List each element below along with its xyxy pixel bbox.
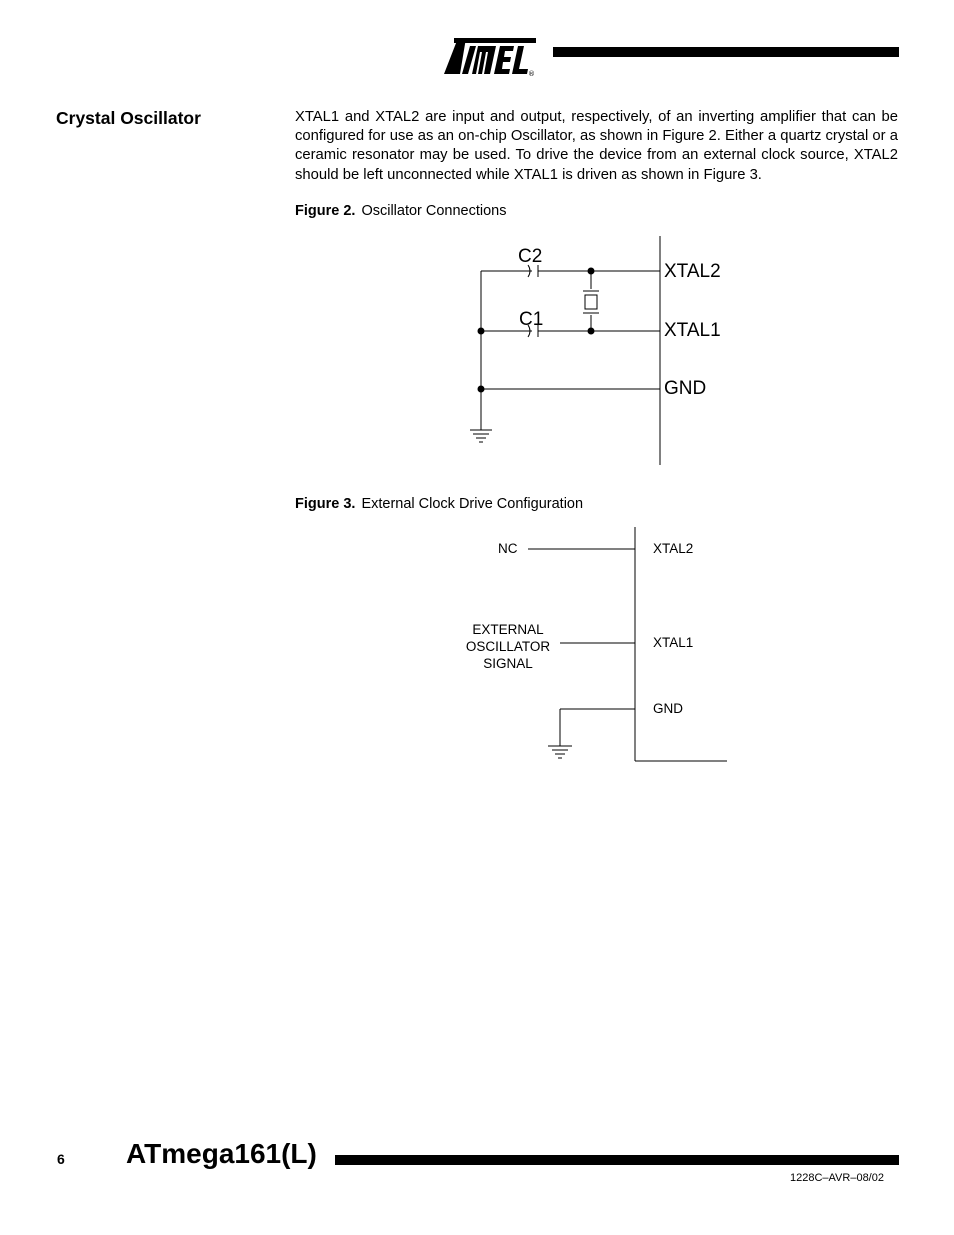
document-code: 1228C–AVR–08/02 — [790, 1172, 884, 1184]
oscillator-label: OSCILLATOR — [465, 639, 551, 654]
gnd-label: GND — [653, 701, 683, 716]
registered-mark: ® — [528, 70, 535, 78]
c1-label: C1 — [519, 309, 544, 330]
nc-label: NC — [498, 541, 518, 556]
page-number: 6 — [57, 1151, 65, 1167]
external-label: EXTERNAL — [472, 622, 544, 637]
junction-dot — [588, 328, 595, 335]
xtal1-label: XTAL1 — [653, 635, 694, 650]
junction-dot — [478, 386, 485, 393]
signal-label: SIGNAL — [483, 656, 533, 671]
figure2-number: Figure 2. — [295, 203, 356, 219]
figure3-title: External Clock Drive Configuration — [361, 496, 584, 512]
figure3-number: Figure 3. — [295, 496, 356, 512]
figure2-title: Oscillator Connections — [361, 203, 507, 219]
document-title: ATmega161(L) — [126, 1138, 317, 1169]
figure2-diagram — [470, 236, 660, 465]
figure2-junctions — [478, 268, 595, 393]
xtal2-pin-label: XTAL2 — [664, 261, 721, 282]
section-heading: Crystal Oscillator — [56, 108, 201, 128]
footer-rule — [335, 1155, 899, 1165]
xtal1-pin-label: XTAL1 — [664, 320, 721, 341]
c2-label: C2 — [518, 246, 543, 267]
figure3-diagram — [528, 527, 727, 761]
junction-dot — [588, 268, 595, 275]
junction-dot — [478, 328, 485, 335]
gnd-pin-label: GND — [664, 378, 707, 399]
xtal2-label: XTAL2 — [653, 541, 694, 556]
section-body: XTAL1 and XTAL2 are input and output, respectively, of an inverting amplifier that can be configured for use as an on-chip Oscillator, as shown in Figure 2. Either a quartz crystal or a ceramic resonator may be used. To drive the device from an external clock source, XTAL2 should be left unconnected while XTAL1 is driven as shown in Figure 3. — [295, 109, 898, 183]
